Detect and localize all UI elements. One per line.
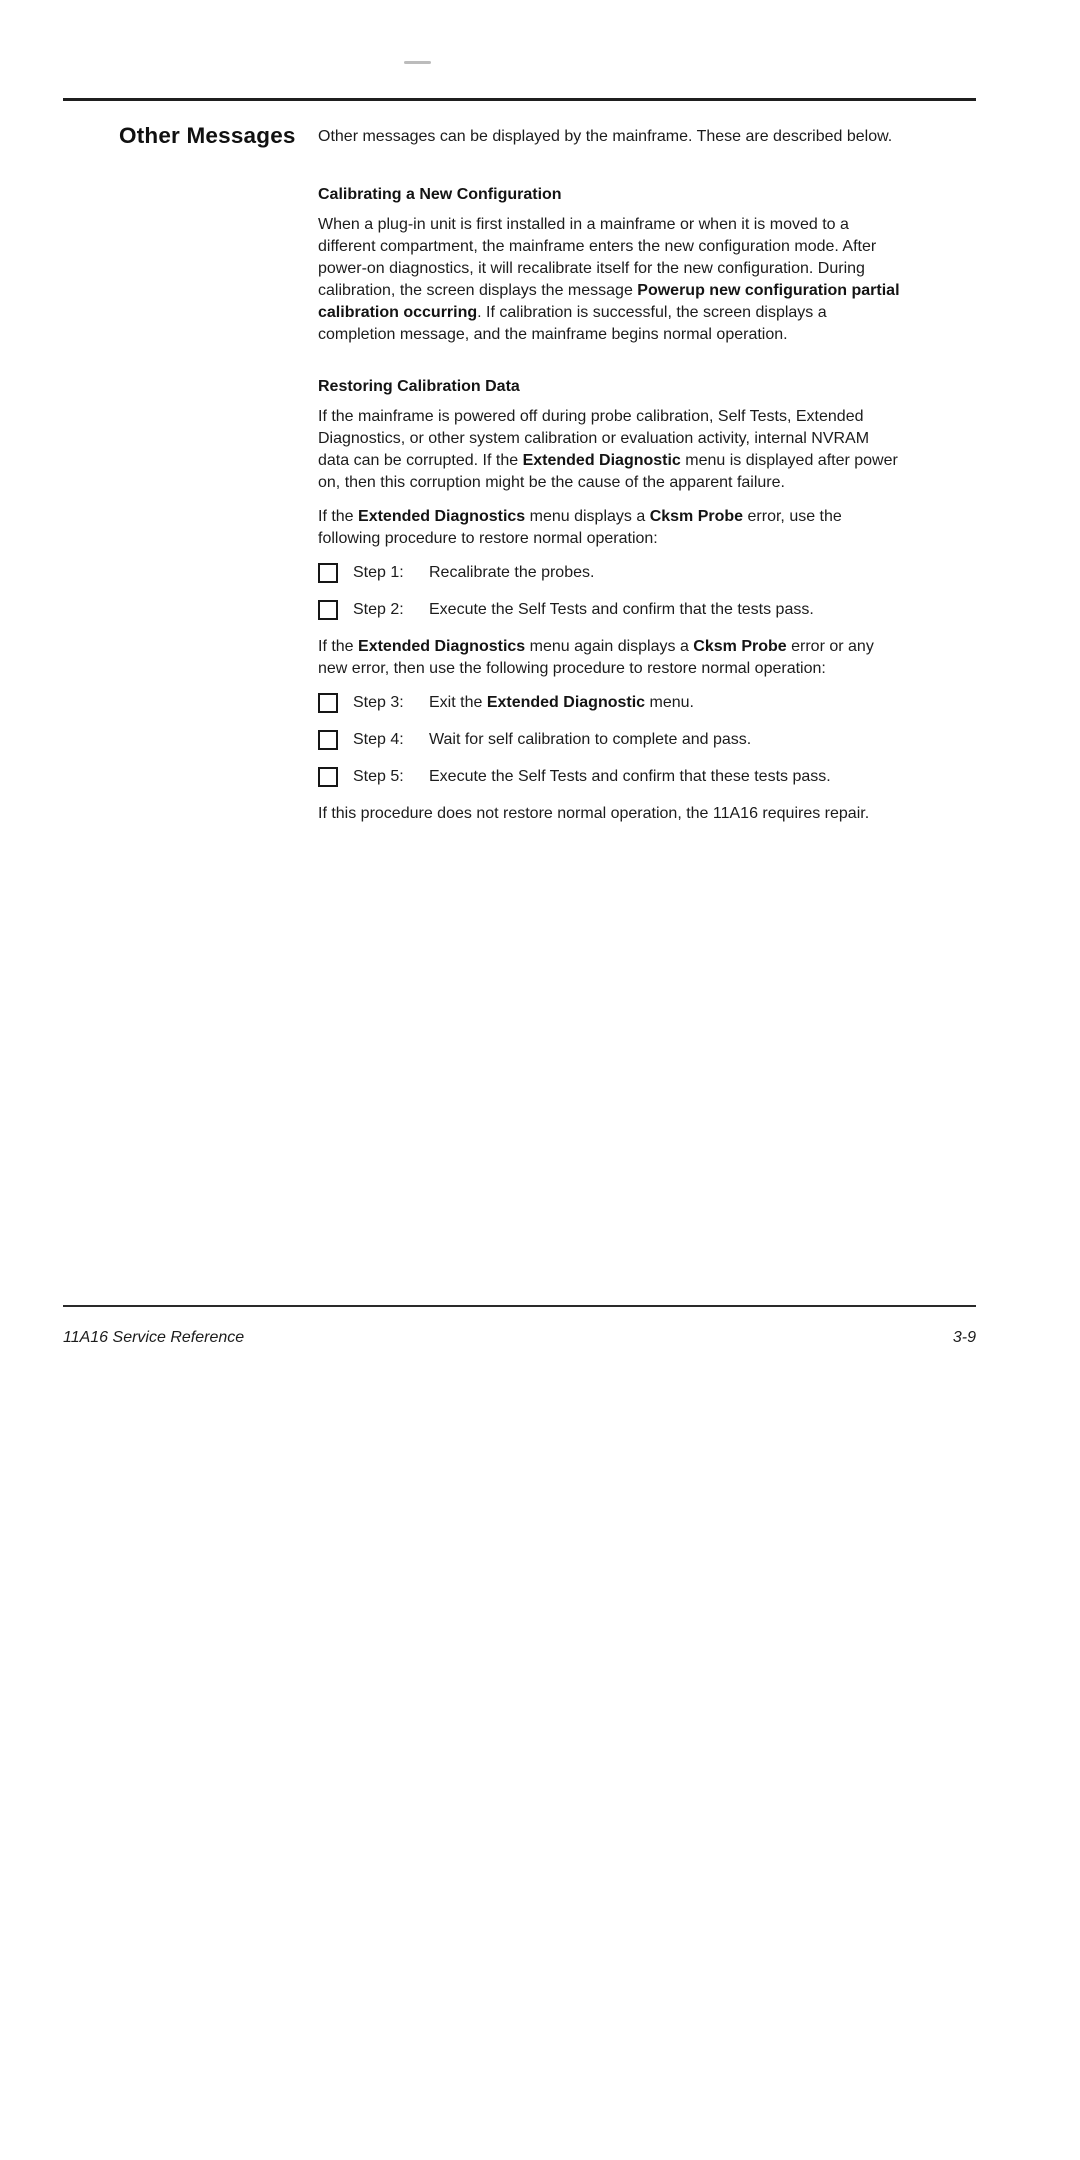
step-row [318, 599, 1008, 621]
step-label: Step 5: [353, 768, 404, 785]
body-column [318, 126, 1008, 825]
footer [63, 1328, 976, 1348]
checkbox-icon [318, 563, 338, 583]
step-row [318, 562, 1008, 584]
calibrating-paragraph: When a plug-in unit is first installed in a mainframe or when it is moved to a different compartment, the mainframe enters the new configuration mode. After power-on diagnostics, it will recalibrate itself for the new configuration. During calibration, the screen displays the message Powerup new configuration partial calibration occurring. If calibration is successful, the screen displays a completion message, and the mainframe begins normal operation. [318, 216, 900, 343]
page-title: Other Messages [119, 123, 296, 148]
footer-rule [63, 1305, 976, 1307]
step-text: Execute the Self Tests and confirm that the tests pass. [429, 601, 814, 618]
subsection-heading-restoring: Restoring Calibration Data [318, 378, 520, 395]
step-group-2 [318, 692, 1008, 788]
restoring-paragraph-1: If the mainframe is powered off during probe calibration, Self Tests, Extended Diagnostics, or other system calibration or evaluation activity, internal NVRAM data can be corrupted. If the Extended Diagnostic menu is displayed after power on, then this corruption might be the cause of the apparent failure. [318, 408, 898, 491]
checkbox-icon [318, 730, 338, 750]
scan-artifact-mark [404, 61, 431, 64]
top-rule [63, 98, 976, 101]
subsection-heading-calibrating: Calibrating a New Configuration [318, 186, 562, 203]
step-text: Wait for self calibration to complete and pass. [429, 731, 752, 748]
intro-text: Other messages can be displayed by the mainframe. These are described below. [318, 128, 893, 145]
footer-doc-title: 11A16 Service Reference [63, 1329, 245, 1346]
step-text: Recalibrate the probes. [429, 564, 595, 581]
checkbox-icon [318, 600, 338, 620]
checkbox-icon [318, 693, 338, 713]
restoring-paragraph-2: If the Extended Diagnostics menu displays a Cksm Probe error, use the following procedure to restore normal operation: [318, 508, 842, 547]
step-label: Step 3: [353, 694, 404, 711]
checkbox-icon [318, 767, 338, 787]
closing-text: If this procedure does not restore normal operation, the 11A16 requires repair. [318, 805, 870, 822]
step-text: Exit the Extended Diagnostic menu. [429, 694, 694, 711]
footer-page-number: 3-9 [952, 1329, 976, 1346]
step-label: Step 4: [353, 731, 404, 748]
step-label: Step 1: [353, 564, 404, 581]
step-group-1 [318, 562, 1008, 621]
step-label: Step 2: [353, 601, 404, 618]
restoring-paragraph-3: If the Extended Diagnostics menu again displays a Cksm Probe error or any new error, then use the following procedure to restore normal operation: [318, 638, 874, 677]
step-row [318, 729, 1008, 751]
step-row [318, 766, 1008, 788]
step-text: Execute the Self Tests and confirm that these tests pass. [429, 768, 831, 785]
step-row [318, 692, 1008, 714]
